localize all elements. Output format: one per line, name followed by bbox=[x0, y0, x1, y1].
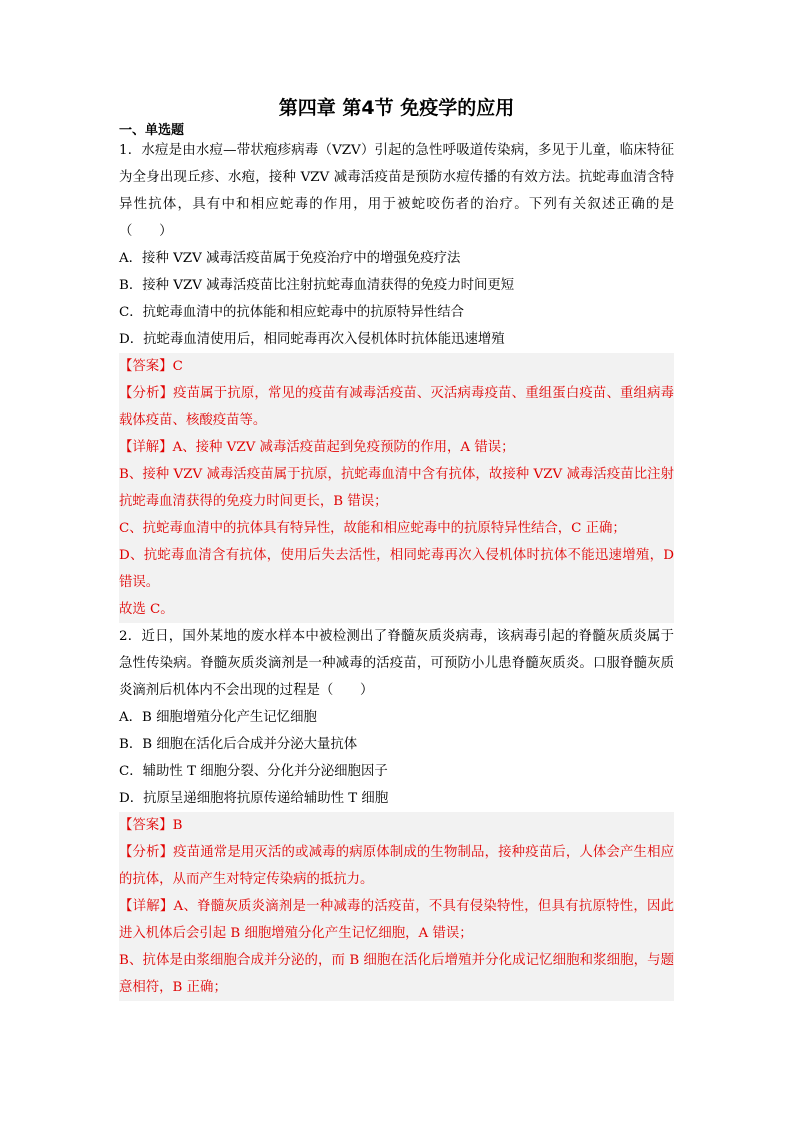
detail-text: A、脊髓灰质炎滴剂是一种减毒的活疫苗，不具有侵染特性，但具有抗原特性，因此进入机体后会引起 B 细胞增殖分化产生记忆细胞，A 错误； bbox=[119, 899, 675, 941]
option-d: D．抗原呈递细胞将抗原传递给辅助性 T 细胞 bbox=[119, 791, 389, 806]
analysis-tag: 【分析】 bbox=[119, 845, 174, 860]
option-c: C．抗蛇毒血清中的抗体能和相应蛇毒中的抗原特异性结合 bbox=[119, 305, 465, 320]
answer-block bbox=[119, 353, 674, 623]
analysis-text: 疫苗通常是用灭活的或减毒的病原体制成的生物制品，接种疫苗后，人体会产生相应的抗体，从而产生对特定传染病的抵抗力。 bbox=[119, 845, 675, 887]
option-d: D．抗蛇毒血清使用后，相同蛇毒再次入侵机体时抗体能迅速增殖 bbox=[119, 332, 505, 347]
analysis-line bbox=[119, 839, 674, 893]
detail-line: B、接种 VZV 减毒活疫苗属于抗原，抗蛇毒血清中含有抗体，故接种 VZV 减毒活疫苗比注射抗蛇毒血清获得的免疫力时间更长，B 错误； bbox=[119, 467, 674, 509]
detail-line: C、抗蛇毒血清中的抗体具有特异性，故能和相应蛇毒中的抗原特异性结合，C 正确； bbox=[119, 521, 626, 536]
answer-line bbox=[119, 353, 674, 380]
answer-block bbox=[119, 812, 674, 1001]
analysis-tag: 【分析】 bbox=[119, 386, 174, 401]
analysis-text: 疫苗属于抗原，常见的疫苗有减毒活疫苗、灭活病毒疫苗、重组蛋白疫苗、重组病毒载体疫苗、核酸疫苗等。 bbox=[119, 386, 675, 428]
detail-line: B、抗体是由浆细胞合成并分泌的，而 B 细胞在活化后增殖并分化成记忆细胞和浆细胞，与题意相符，B 正确； bbox=[119, 953, 674, 995]
answer-value: B bbox=[172, 818, 183, 833]
option-a: A．接种 VZV 减毒活疫苗属于免疫治疗中的增强免疫疗法 bbox=[119, 251, 461, 266]
detail-tag: 【详解】 bbox=[119, 440, 173, 455]
detail-line bbox=[119, 893, 674, 947]
option-b: B．B 细胞在活化后合成并分泌大量抗体 bbox=[119, 737, 358, 752]
option-c: C．辅助性 T 细胞分裂、分化并分泌细胞因子 bbox=[119, 764, 388, 779]
conclusion-line: 故选 C。 bbox=[119, 602, 174, 617]
answer-tag: 【答案】 bbox=[119, 359, 173, 374]
detail-text: A、接种 VZV 减毒活疫苗起到免疫预防的作用，A 错误； bbox=[172, 440, 515, 455]
section-heading: 一、单选题 bbox=[119, 123, 185, 138]
option-b: B．接种 VZV 减毒活疫苗比注射抗蛇毒血清获得的免疫力时间更短 bbox=[119, 278, 515, 293]
detail-tag: 【详解】 bbox=[119, 899, 174, 914]
detail-line: D、抗蛇毒血清含有抗体，使用后失去活性，相同蛇毒再次入侵机体时抗体不能迅速增殖，D 错误。 bbox=[119, 548, 674, 590]
question-stem: 1．水痘是由水痘—带状疱疹病毒（VZV）引起的急性呼吸道传染病，多见于儿童，临床特征为全身出现丘疹、水疱，接种 VZV 减毒活疫苗是预防水痘传播的有效方法。抗蛇毒血清含特异性抗体，具有中和相应蛇毒的作用，用于被蛇咬伤者的治疗。下列有关叙述正确的是（ ） bbox=[119, 143, 674, 239]
detail-line bbox=[119, 434, 674, 461]
answer-line bbox=[119, 812, 674, 839]
answer-tag: 【答案】 bbox=[119, 818, 173, 833]
page-title: 第四章 第4节 免疫学的应用 bbox=[278, 97, 515, 119]
analysis-line bbox=[119, 380, 674, 434]
answer-value: C bbox=[172, 359, 183, 374]
question-1 bbox=[119, 137, 674, 623]
question-stem: 2．近日，国外某地的废水样本中被检测出了脊髓灰质炎病毒，该病毒引起的脊髓灰质炎属于急性传染病。脊髓灰质炎滴剂是一种减毒的活疫苗，可预防小儿患脊髓灰质炎。口服脊髓灰质炎滴剂后机体内不会出现的过程是（ ） bbox=[119, 629, 674, 698]
question-list bbox=[119, 137, 674, 1001]
option-a: A．B 细胞增殖分化产生记忆细胞 bbox=[119, 710, 317, 725]
question-2 bbox=[119, 623, 674, 1001]
